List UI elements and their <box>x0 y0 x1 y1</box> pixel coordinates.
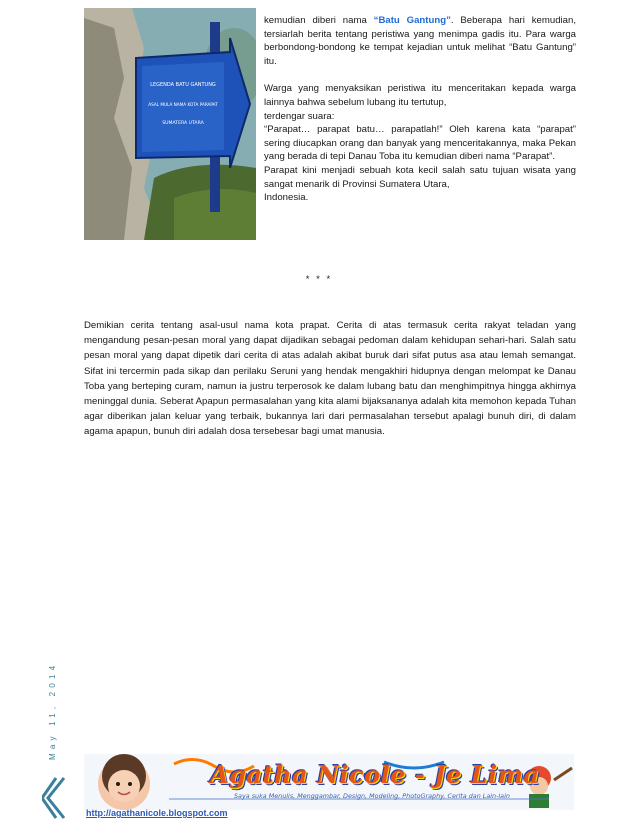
sign-line-2: ASAL MULA NAMA KOTA PARAPAT <box>148 102 218 107</box>
p2-line: “Parapat… parapat batu… parapatlah!” Oleh karena kata “parapat” sering diucapkan orang dan banyak yang menceritakannya, maka Pekan yang berada di tepi Danau Toba itu kemudian diberi nama “Parapat”. <box>264 124 576 163</box>
section-separator: * * * <box>305 274 333 285</box>
moral-paragraph: Demikian cerita tentang asal-usul nama kota prapat. Cerita di atas termasuk cerita rakyat teladan yang mengandung pesan-pesan moral yang dapat dijadikan sebagai pedoman dalam kehidupan sehari-hari. Salah satu pesan moral yang dapat dipetik dari cerita di atas adalah akibat buruk dari sifat putus asa atau lemah semangat. Sifat ini tercermin pada sikap dan perilaku Seruni yang hendak mengakhiri hidupnya dengan melompat ke Danau Toba yang berteping curam, namun ia justru terperosok ke dalam lubang batu dan menghimpitnya hingga akhirnya meninggal dunia. Seberat Apapun permasalahan yang kita alami bijaksananya adalah kita memohon kepada Tuhan agar diberikan jalan keluar yang terbaik, bukannya lari dari permasalahan tersebut apalagi bunuh diri, di dalam agama apapun, bunuh diri adalah dosa tersebesar bagi umat manusia. <box>84 320 576 438</box>
p1-before: kemudian diberi nama <box>264 15 374 26</box>
double-chevron-icon <box>42 776 68 820</box>
batu-gantung-highlight: “Batu Gantung” <box>373 15 451 26</box>
p2-line: Parapat kini menjadi sebuah kota kecil salah satu tujuan wisata yang sangat menarik di Provinsi Sumatera Utara, <box>264 164 576 190</box>
p2-line: terdengar suara: <box>264 110 335 122</box>
side-date: May 11, 2014 <box>48 661 57 760</box>
p1-after: . Beberapa hari kemudian, tersiarlah berita tentang peristiwa yang menimpa gadis itu. Para warga berbondong-bondong ke tempat kejadian untuk melihat “Batu Gantung” itu. <box>264 15 577 67</box>
signboard-illustration <box>84 8 256 240</box>
sign-line-3: SUMATERA UTARA <box>162 121 204 126</box>
story-column <box>264 14 576 219</box>
banner-title: Agatha Nicole - Je Lima <box>210 760 540 789</box>
banner-subtitle: Saya suka Menulis, Menggambar, Design, Modeling, PhotoGraphy, Cerita dan Lain-lain <box>234 792 510 800</box>
paragraph-parapat <box>264 82 576 204</box>
p2-line: Indonesia. <box>264 192 309 204</box>
p2-line: Warga yang menyaksikan peristiwa itu menceritakan kepada warga lainnya bahwa sebelum lubang itu tertutup, <box>264 83 576 108</box>
blog-link[interactable]: http://agathanicole.blogspot.com <box>86 808 228 818</box>
blog-banner[interactable] <box>84 754 574 810</box>
sign-line-1: LEGENDA BATU GANTUNG <box>150 82 216 88</box>
signboard-photo <box>84 8 256 240</box>
paragraph-batu-gantung <box>264 14 576 68</box>
